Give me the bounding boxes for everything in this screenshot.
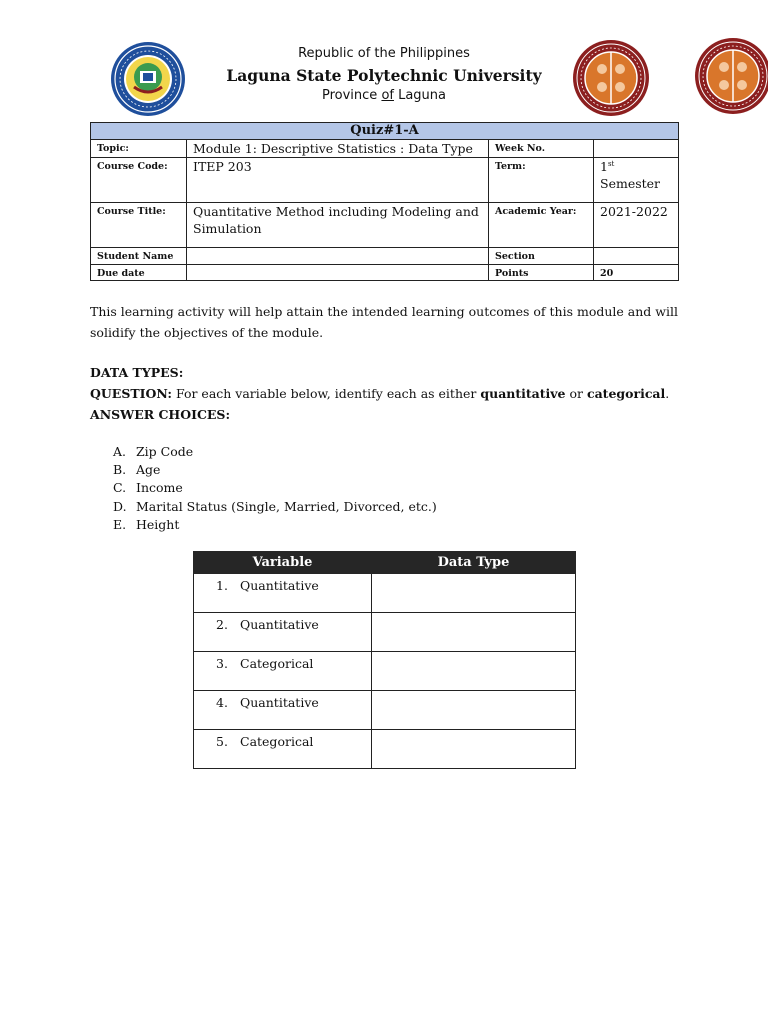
topic-label: Topic: (91, 140, 187, 158)
question-text-1: For each variable below, identify each as either (171, 386, 481, 401)
column-header-data-type: Data Type (372, 552, 576, 574)
student-name-label: Student Name (91, 248, 187, 265)
list-item (113, 461, 437, 479)
table-row (194, 574, 576, 613)
variable-cell (194, 574, 372, 613)
question-text-3: . (665, 386, 670, 401)
question-label: QUESTION: (90, 386, 172, 401)
section-label: Section (489, 248, 594, 265)
list-item (113, 479, 437, 497)
course-title-label: Course Title: (91, 203, 187, 248)
table-row (194, 691, 576, 730)
term-number: 1 (600, 159, 608, 174)
intro-paragraph: This learning activity will help attain the intended learning outcomes of this module and will solidify the objectives of the module. (90, 304, 678, 340)
due-date-field[interactable] (187, 265, 489, 281)
points-value: 20 (594, 265, 679, 281)
choice-text: Income (136, 480, 183, 496)
term-value (594, 158, 679, 203)
choice-text: Age (136, 462, 161, 478)
answer-choices-list (113, 443, 437, 534)
answer-choices-label: ANSWER CHOICES: (90, 407, 231, 422)
province-prefix: Province (321, 88, 382, 103)
table-row (194, 730, 576, 769)
province-underlined: of (381, 88, 394, 103)
variable-cell (194, 691, 372, 730)
table-row (194, 613, 576, 652)
data-types-heading: DATA TYPES: (90, 365, 184, 380)
section-field[interactable] (594, 248, 679, 265)
choice-letter: A. (113, 444, 127, 459)
quiz-title: Quiz#1-A (91, 123, 679, 140)
row-number: 2. (216, 617, 228, 632)
variable-cell (194, 652, 372, 691)
categorical-word: categorical (586, 386, 666, 401)
header-university: Laguna State Polytechnic University (226, 66, 542, 85)
row-number: 4. (216, 695, 228, 710)
academic-year-value: 2021-2022 (594, 203, 679, 248)
course-code-label: Course Code: (91, 158, 187, 203)
term-sup: st (607, 159, 615, 168)
term-label: Term: (489, 158, 594, 203)
due-date-label: Due date (91, 265, 187, 281)
column-header-variable: Variable (194, 552, 372, 574)
quiz-info-table (90, 122, 679, 281)
province-suffix: Laguna (393, 88, 447, 103)
choice-letter: D. (113, 498, 127, 514)
question-text-2: or (565, 386, 587, 401)
row-number: 1. (216, 578, 228, 593)
data-type-cell[interactable] (372, 613, 576, 652)
variable-value: Categorical (240, 656, 314, 671)
variable-value: Quantitative (240, 578, 319, 593)
variable-value: Quantitative (240, 617, 319, 632)
data-type-cell[interactable] (372, 652, 576, 691)
variable-cell (194, 730, 372, 769)
list-item (113, 498, 437, 516)
row-number: 3. (216, 656, 228, 671)
variable-value: Quantitative (240, 695, 319, 710)
term-semester: Semester (600, 176, 661, 191)
student-name-field[interactable] (187, 248, 489, 265)
data-type-cell[interactable] (372, 574, 576, 613)
week-label: Week No. (489, 140, 594, 158)
row-number: 5. (216, 734, 228, 749)
academic-year-label: Academic Year: (489, 203, 594, 248)
data-type-cell[interactable] (372, 691, 576, 730)
course-title-value: Quantitative Method including Modeling and Simulation (187, 203, 489, 248)
quantitative-word: quantitative (480, 386, 566, 401)
points-label: Points (489, 265, 594, 281)
header-republic: Republic of the Philippines (298, 46, 470, 61)
week-value[interactable] (594, 140, 679, 158)
question-line (90, 386, 669, 401)
course-code-value: ITEP 203 (187, 158, 489, 203)
list-item (113, 443, 437, 461)
choice-text: Marital Status (Single, Married, Divorced, etc.) (136, 498, 437, 514)
header-province (0, 88, 768, 103)
topic-value: Module 1: Descriptive Statistics : Data Type (187, 140, 489, 158)
variable-value: Categorical (240, 734, 314, 749)
choice-letter: E. (113, 516, 127, 532)
choice-text: Height (136, 516, 180, 532)
choice-letter: C. (113, 480, 127, 496)
variable-cell (194, 613, 372, 652)
table-row (194, 652, 576, 691)
answer-table (193, 551, 576, 769)
choice-text: Zip Code (136, 444, 194, 459)
data-type-cell[interactable] (372, 730, 576, 769)
list-item (113, 516, 437, 534)
choice-letter: B. (113, 462, 127, 478)
